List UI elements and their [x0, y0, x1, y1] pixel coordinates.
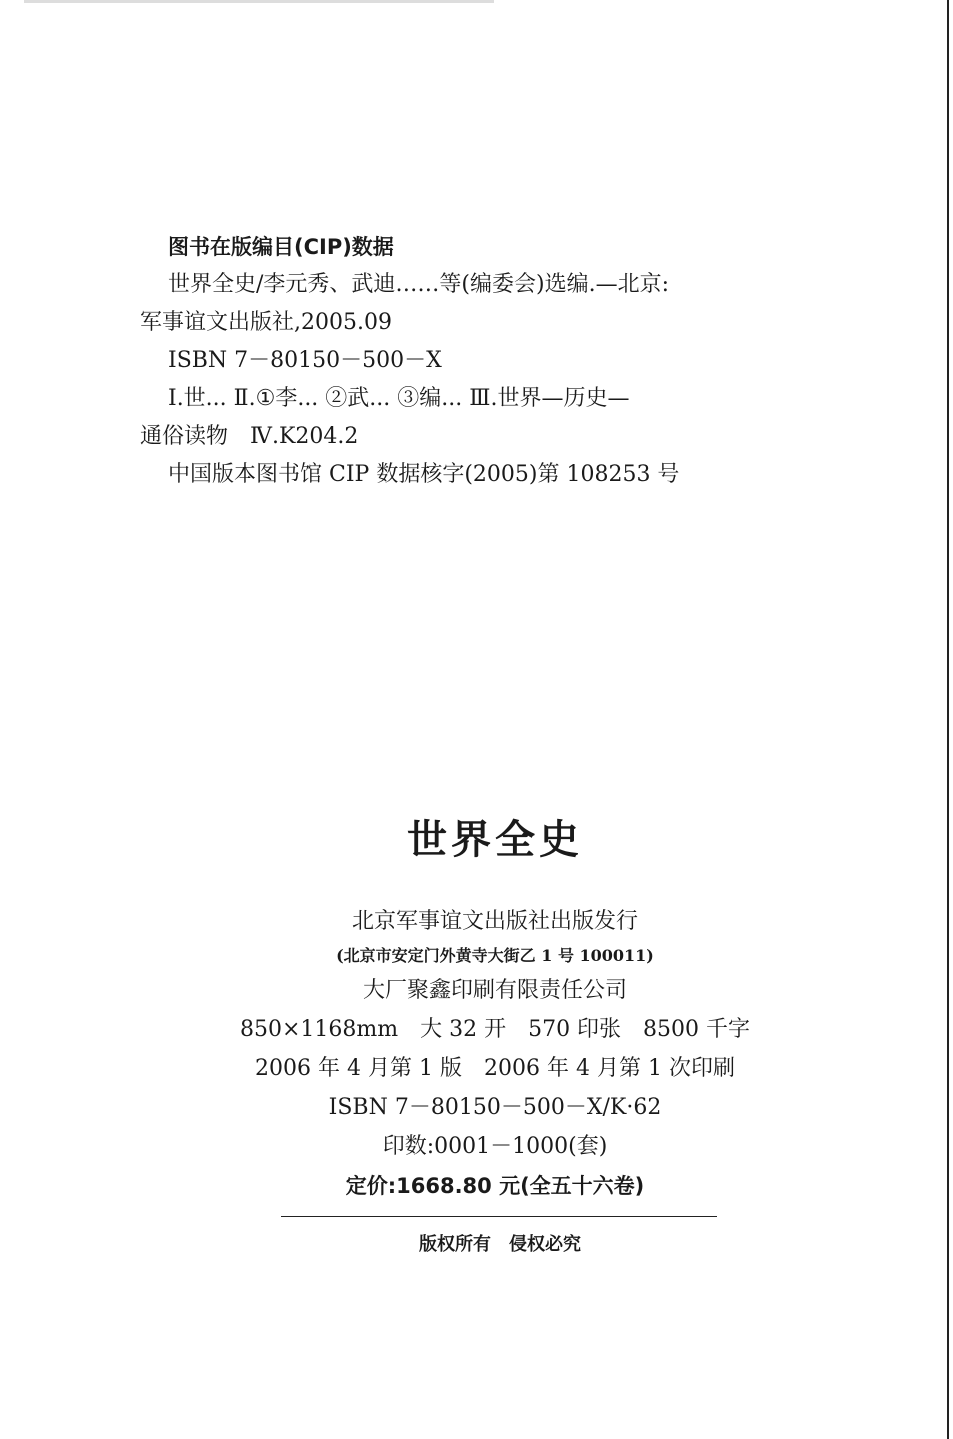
- publisher-line: 北京军事谊文出版社出版发行: [351, 909, 638, 934]
- cip-line-record-number: 中国版本图书馆 CIP 数据核字(2005)第 108253 号: [168, 462, 680, 487]
- scan-mark: [24, 0, 494, 3]
- cip-block: [140, 228, 840, 494]
- cip-line-isbn: ISBN 7－80150－500－X: [168, 348, 442, 373]
- price-line: 定价:1668.80 元(全五十六卷): [345, 1174, 645, 1198]
- cip-line-subjects: Ⅰ.世... Ⅱ.①李... ②武... ③编... Ⅲ.世界—历史—: [168, 386, 630, 411]
- specs-line: 850×1168mm 大 32 开 570 印张 8500 千字: [239, 1017, 751, 1042]
- cip-line-classification: 通俗读物 Ⅳ.K204.2: [140, 424, 359, 449]
- divider-rule: [281, 1216, 717, 1217]
- print-run-line: 印数:0001－1000(套): [382, 1134, 608, 1159]
- cip-line-title: 世界全史/李元秀、武迪……等(编委会)选编.—北京:: [168, 272, 669, 297]
- rights-notice: 版权所有 侵权必究: [419, 1234, 581, 1255]
- page-edge: [947, 0, 949, 1439]
- cip-heading: 图书在版编目(CIP)数据: [168, 235, 394, 259]
- printer-line: 大厂聚鑫印刷有限责任公司: [362, 978, 627, 1003]
- book-title: 世界全史: [407, 817, 583, 863]
- address-line: (北京市安定门外黄寺大街乙 1 号 100011): [336, 946, 654, 965]
- isbn-line: ISBN 7－80150－500－X/K·62: [328, 1095, 662, 1120]
- edition-line: 2006 年 4 月第 1 版 2006 年 4 月第 1 次印刷: [255, 1056, 735, 1081]
- colophon: [0, 812, 953, 1206]
- cip-line-publisher: 军事谊文出版社,2005.09: [140, 310, 392, 335]
